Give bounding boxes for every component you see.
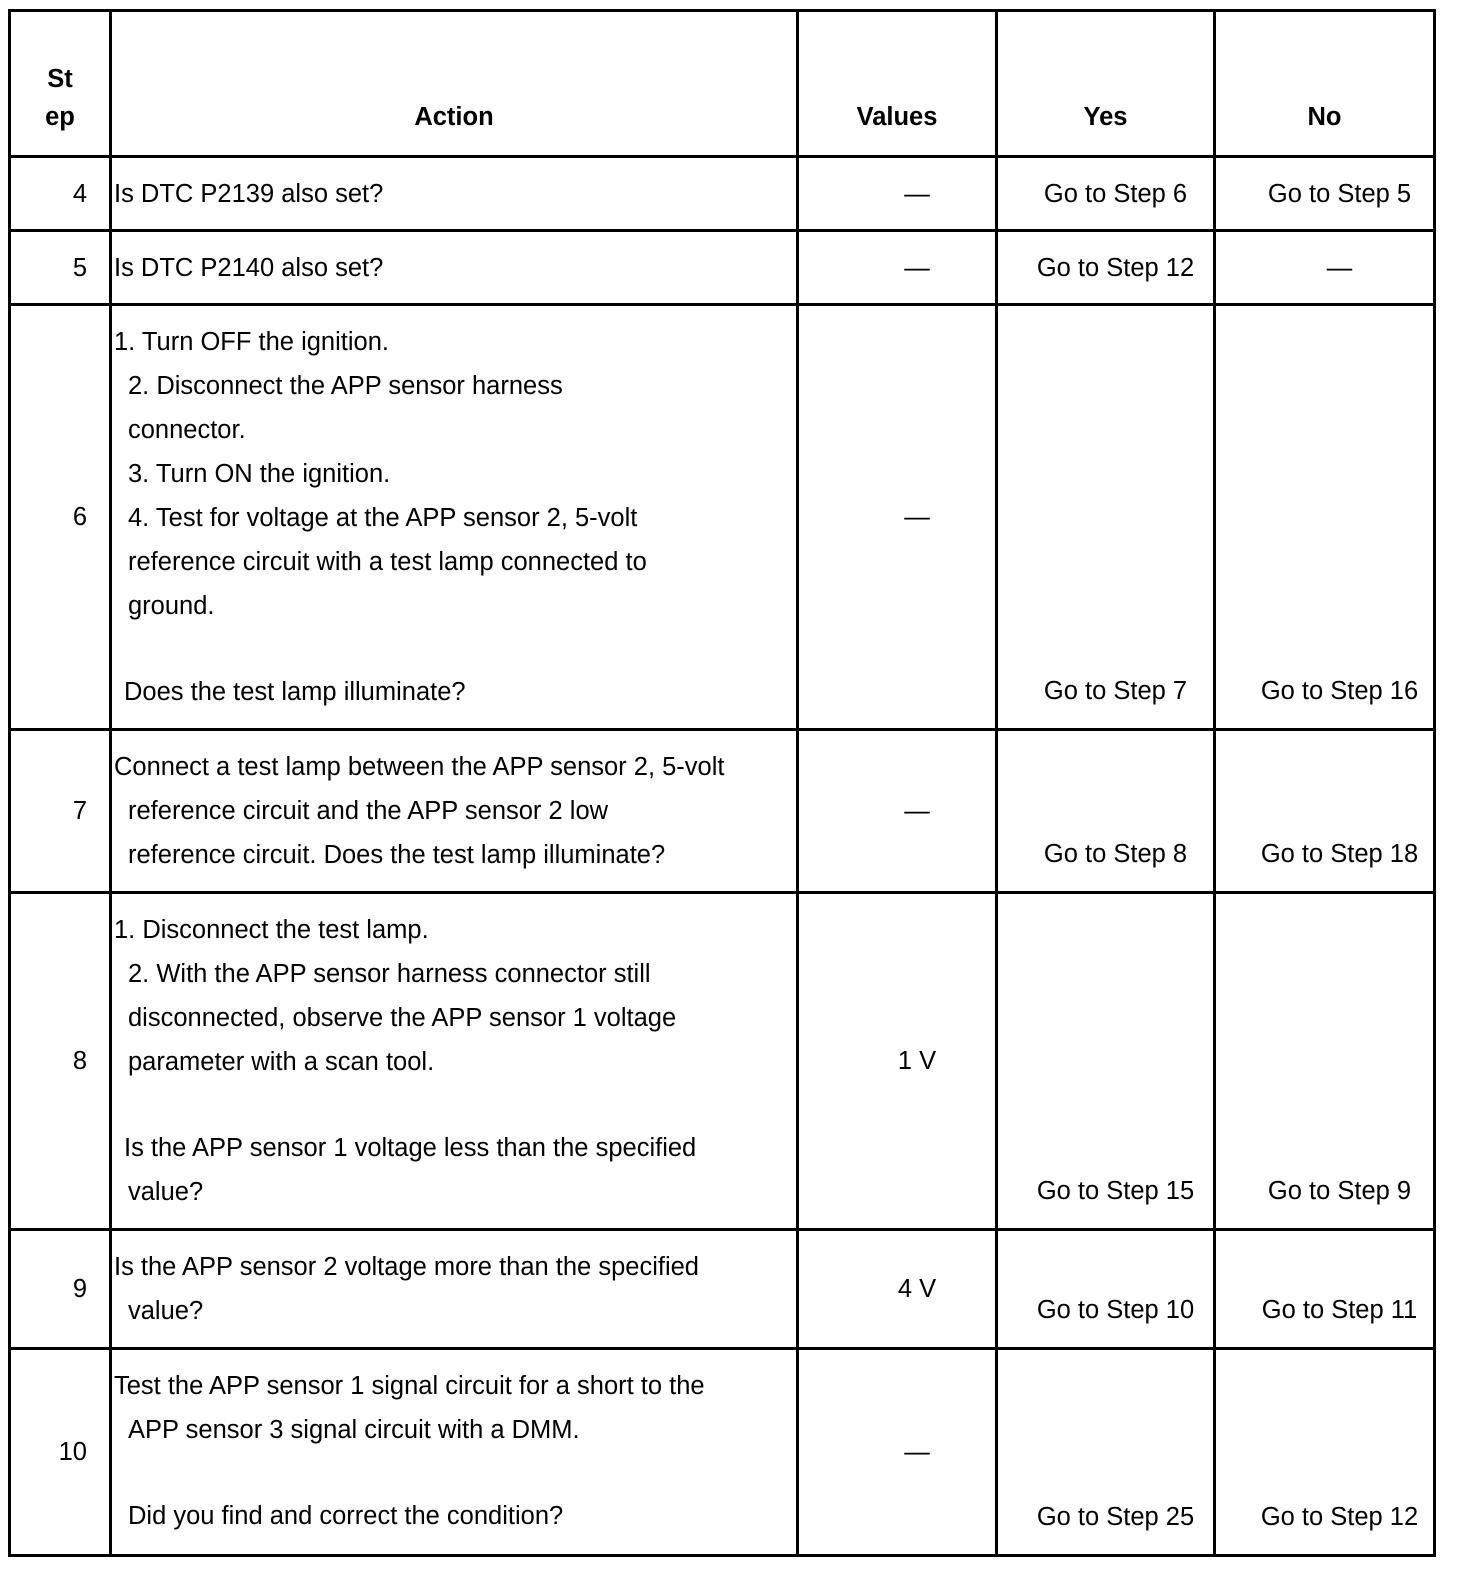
value-cell: 1 V — [798, 893, 997, 1230]
action-cell — [111, 305, 798, 730]
header-values: Values — [798, 11, 997, 157]
action-line: ground. — [128, 592, 215, 620]
value-cell: — — [798, 1349, 997, 1556]
action-line: 1. Turn OFF the ignition. — [114, 328, 389, 356]
value-cell: 4 V — [798, 1230, 997, 1349]
action-cell — [111, 893, 798, 1230]
table-row — [10, 730, 1435, 893]
yes-cell: Go to Step 10 — [997, 1230, 1215, 1349]
no-cell: — — [1215, 231, 1435, 305]
header-step-line1: St — [47, 64, 73, 93]
header-step-line2: ep — [45, 102, 75, 131]
no-cell: Go to Step 16 — [1215, 305, 1435, 730]
header-no: No — [1215, 11, 1435, 157]
action-line: parameter with a scan tool. — [128, 1048, 435, 1076]
step-number: 10 — [10, 1349, 111, 1556]
action-cell — [111, 157, 798, 231]
no-cell: Go to Step 18 — [1215, 730, 1435, 893]
action-line: 2. With the APP sensor harness connector still — [128, 960, 651, 988]
action-spacer — [114, 1084, 796, 1126]
action-question: value? — [128, 1178, 204, 1206]
table-row — [10, 1349, 1435, 1556]
action-spacer — [114, 628, 796, 670]
table-row — [10, 157, 1435, 231]
action-line: connector. — [128, 416, 246, 444]
header-yes: Yes — [997, 11, 1215, 157]
action-line: APP sensor 3 signal circuit with a DMM. — [128, 1416, 580, 1444]
action-line: disconnected, observe the APP sensor 1 voltage — [128, 1004, 677, 1032]
action-line: Is DTC P2139 also set? — [114, 179, 384, 208]
yes-cell: Go to Step 15 — [997, 893, 1215, 1230]
diagnostic-table — [8, 9, 1436, 1557]
value-cell: — — [798, 305, 997, 730]
action-question: Did you find and correct the condition? — [128, 1502, 564, 1530]
action-line: 2. Disconnect the APP sensor harness — [128, 372, 563, 400]
value-cell: — — [798, 231, 997, 305]
yes-cell: Go to Step 7 — [997, 305, 1215, 730]
diagnostic-table-container — [8, 9, 1436, 1557]
yes-cell: Go to Step 6 — [997, 157, 1215, 231]
step-number: 4 — [10, 157, 111, 231]
no-cell: Go to Step 11 — [1215, 1230, 1435, 1349]
action-cell — [111, 730, 798, 893]
no-cell: Go to Step 12 — [1215, 1349, 1435, 1556]
action-line: reference circuit with a test lamp connected to — [128, 548, 647, 576]
value-cell: — — [798, 730, 997, 893]
action-line: 1. Disconnect the test lamp. — [114, 916, 429, 944]
table-row — [10, 1230, 1435, 1349]
action-line: Is DTC P2140 also set? — [114, 253, 384, 282]
action-line: 3. Turn ON the ignition. — [128, 460, 391, 488]
action-line: Connect a test lamp between the APP sensor 2, 5-volt — [114, 753, 725, 781]
table-row — [10, 893, 1435, 1230]
action-spacer — [114, 1452, 796, 1494]
action-line: 4. Test for voltage at the APP sensor 2, 5-volt — [128, 504, 638, 532]
action-line: Is the APP sensor 2 voltage more than the specified — [114, 1253, 699, 1281]
action-cell — [111, 231, 798, 305]
no-cell: Go to Step 9 — [1215, 893, 1435, 1230]
value-cell: — — [798, 157, 997, 231]
step-number: 5 — [10, 231, 111, 305]
header-action: Action — [111, 11, 798, 157]
action-cell — [111, 1349, 798, 1556]
action-line: reference circuit and the APP sensor 2 low — [128, 797, 609, 825]
step-number: 6 — [10, 305, 111, 730]
yes-cell: Go to Step 8 — [997, 730, 1215, 893]
no-cell: Go to Step 5 — [1215, 157, 1435, 231]
action-cell — [111, 1230, 798, 1349]
action-question: Does the test lamp illuminate? — [124, 678, 466, 706]
step-number: 8 — [10, 893, 111, 1230]
action-line: reference circuit. Does the test lamp illuminate? — [128, 841, 666, 869]
step-number: 9 — [10, 1230, 111, 1349]
yes-cell: Go to Step 12 — [997, 231, 1215, 305]
step-number: 7 — [10, 730, 111, 893]
header-step — [10, 11, 111, 157]
action-line: value? — [128, 1297, 204, 1325]
table-row — [10, 305, 1435, 730]
table-row — [10, 231, 1435, 305]
yes-cell: Go to Step 25 — [997, 1349, 1215, 1556]
header-row — [10, 11, 1435, 157]
action-line: Test the APP sensor 1 signal circuit for a short to the — [114, 1372, 705, 1400]
action-question: Is the APP sensor 1 voltage less than the specified — [124, 1134, 697, 1162]
